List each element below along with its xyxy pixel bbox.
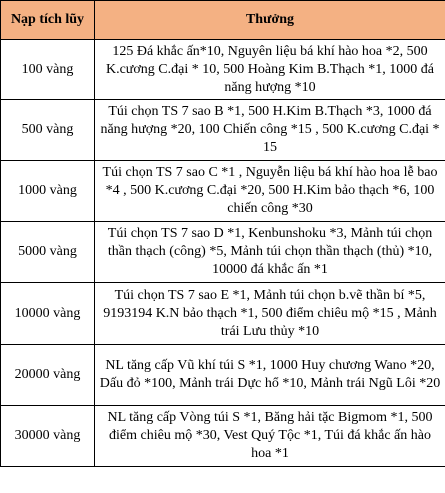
reward-cell: Túi chọn TS 7 sao E *1, Mảnh túi chọn b.vẽ thần bí *5, 9193194 K.N bảo thạch *1, 500 điểm chiêu mộ *15 , Mảnh trái Lưu thủy *10 xyxy=(95,283,445,345)
table-header-row xyxy=(1,1,445,40)
reward-cell: Túi chọn TS 7 sao B *1, 500 H.Kim B.Thạch *3, 1000 đá năng hượng *20, 100 Chiến công *15 , 500 K.cương C.đại * 15 xyxy=(95,100,445,161)
reward-cell: NL tăng cấp Vòng túi S *1, Băng hải tặc Bigmom *1, 500 điểm chiêu mộ *30, Vest Quý Tộc *1, Túi đá khắc ấn hào hoa *1 xyxy=(95,406,445,467)
table-row xyxy=(1,161,445,222)
level-cell: 20000 vàng xyxy=(1,345,95,406)
table-row xyxy=(1,100,445,161)
reward-cell: 125 Đá khắc ấn*10, Nguyên liệu bá khí hào hoa *2, 500 K.cương C.đại * 10, 500 Hoàng Kim B.Thạch *1, 1000 đá năng hượng *10 xyxy=(95,40,445,100)
reward-cell: Túi chọn TS 7 sao D *1, Kenbunshoku *3, Mảnh túi chọn thần thạch (công) *5, Mảnh túi chọn thần thạch (thủ) *10, 10000 đá khắc ấn *1 xyxy=(95,222,445,283)
reward-cell: NL tăng cấp Vũ khí túi S *1, 1000 Huy chương Wano *20, Dấu đỏ *100, Mảnh trái Dực hổ *10, Mảnh trái Ngũ Lôi *20 xyxy=(95,345,445,406)
table-row xyxy=(1,40,445,100)
table-row xyxy=(1,406,445,467)
level-cell: 30000 vàng xyxy=(1,406,95,467)
level-cell: 500 vàng xyxy=(1,100,95,161)
level-cell: 100 vàng xyxy=(1,40,95,100)
level-cell: 5000 vàng xyxy=(1,222,95,283)
table-row xyxy=(1,345,445,406)
header-level: Nạp tích lũy xyxy=(1,1,95,40)
level-cell: 10000 vàng xyxy=(1,283,95,345)
table-row xyxy=(1,222,445,283)
reward-cell: Túi chọn TS 7 sao C *1 , Nguyễn liệu bá khí hào hoa lễ bao *4 , 500 K.cương C.đại *20, 500 H.Kim bảo thạch *6, 100 chiến công *30 xyxy=(95,161,445,222)
level-cell: 1000 vàng xyxy=(1,161,95,222)
header-reward: Thưởng xyxy=(95,1,445,40)
table-row xyxy=(1,283,445,345)
